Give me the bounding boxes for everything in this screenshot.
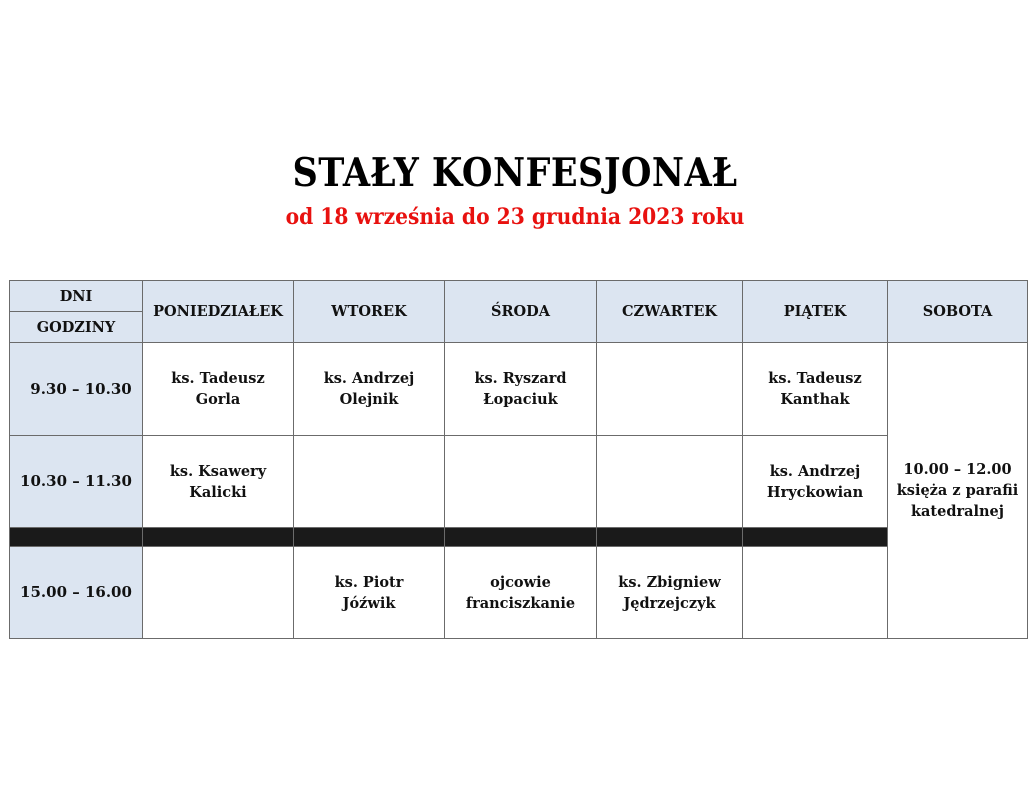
- table-row: [10, 436, 1028, 528]
- schedule-cell: [294, 436, 445, 528]
- cell-line-1: ks. Tadeusz: [171, 370, 265, 387]
- cell-line-2: Kalicki: [189, 483, 247, 501]
- cell-line-2: Jóźwik: [342, 594, 396, 612]
- break-bar-cell: [143, 528, 294, 547]
- cell-line-1: ks. Andrzej: [769, 462, 861, 480]
- confession-schedule-table: [9, 280, 1028, 639]
- schedule-cell: [743, 343, 888, 436]
- schedule-cell: [445, 547, 597, 639]
- break-bar-cell: [294, 528, 445, 547]
- header-day-monday: PONIEDZIAŁEK: [143, 281, 294, 343]
- header-row: [10, 281, 1028, 312]
- schedule-cell: [743, 547, 888, 639]
- header-day-tuesday: WTOREK: [294, 281, 445, 343]
- cell-line-2: franciszkanie: [465, 594, 576, 612]
- time-slot-label: 9.30 – 10.30: [30, 379, 132, 398]
- table-row: [10, 547, 1028, 639]
- cell-line-1: ks. Andrzej: [323, 370, 415, 387]
- cell-line-1: ks. Ksawery: [169, 462, 267, 480]
- header-dni: DNI: [10, 281, 143, 312]
- break-bar-cell: [445, 528, 597, 547]
- header-day-friday: PIĄTEK: [743, 281, 888, 343]
- schedule-cell: [143, 436, 294, 528]
- cell-line-1: ks. Ryszard: [474, 370, 567, 387]
- header-godziny: GODZINY: [10, 312, 143, 343]
- time-slot: [10, 343, 143, 436]
- break-bar-cell: [597, 528, 743, 547]
- cell-line-2: Kanthak: [780, 391, 850, 408]
- schedule-cell: [743, 436, 888, 528]
- schedule-cell: [445, 436, 597, 528]
- break-bar-cell: [743, 528, 888, 547]
- schedule-cell: [294, 343, 445, 436]
- schedule-cell: [294, 547, 445, 639]
- saturday-line-1: 10.00 – 12.00: [903, 461, 1012, 478]
- cell-line-2: Hryckowian: [766, 483, 864, 501]
- schedule-cell: [597, 343, 743, 436]
- table-row: [10, 343, 1028, 436]
- break-bar-cell: [10, 528, 143, 547]
- cell-line-2: Gorla: [195, 391, 241, 408]
- cell-line-2: Łopaciuk: [483, 391, 558, 408]
- schedule-cell: [597, 436, 743, 528]
- schedule-cell: [597, 547, 743, 639]
- cell-line-1: ks. Tadeusz: [768, 370, 862, 387]
- cell-line-1: ojcowie: [490, 573, 551, 591]
- saturday-cell: [888, 343, 1028, 639]
- cell-line-2: Jędrzejczyk: [623, 594, 716, 612]
- time-slot: [10, 436, 143, 528]
- cell-line-1: ks. Piotr: [334, 573, 404, 591]
- break-bar: [10, 528, 1028, 547]
- time-slot: [10, 547, 143, 639]
- header-day-thursday: CZWARTEK: [597, 281, 743, 343]
- cell-line-1: ks. Zbigniew: [618, 573, 721, 591]
- cell-line-2: Olejnik: [339, 391, 399, 408]
- header-day-saturday: SOBOTA: [888, 281, 1028, 343]
- header-day-wednesday: ŚRODA: [445, 281, 597, 343]
- page-subtitle: od 18 września do 23 grudnia 2023 roku: [285, 204, 745, 230]
- time-slot-label: 15.00 – 16.00: [20, 583, 132, 601]
- page-title: STAŁY KONFESJONAŁ: [292, 150, 738, 196]
- saturday-line-2: księża z parafii: [896, 482, 1019, 499]
- saturday-line-3: katedralnej: [910, 503, 1005, 520]
- time-slot-label: 10.30 – 11.30: [20, 472, 132, 490]
- schedule-cell: [445, 343, 597, 436]
- schedule-cell: [143, 343, 294, 436]
- schedule-cell: [143, 547, 294, 639]
